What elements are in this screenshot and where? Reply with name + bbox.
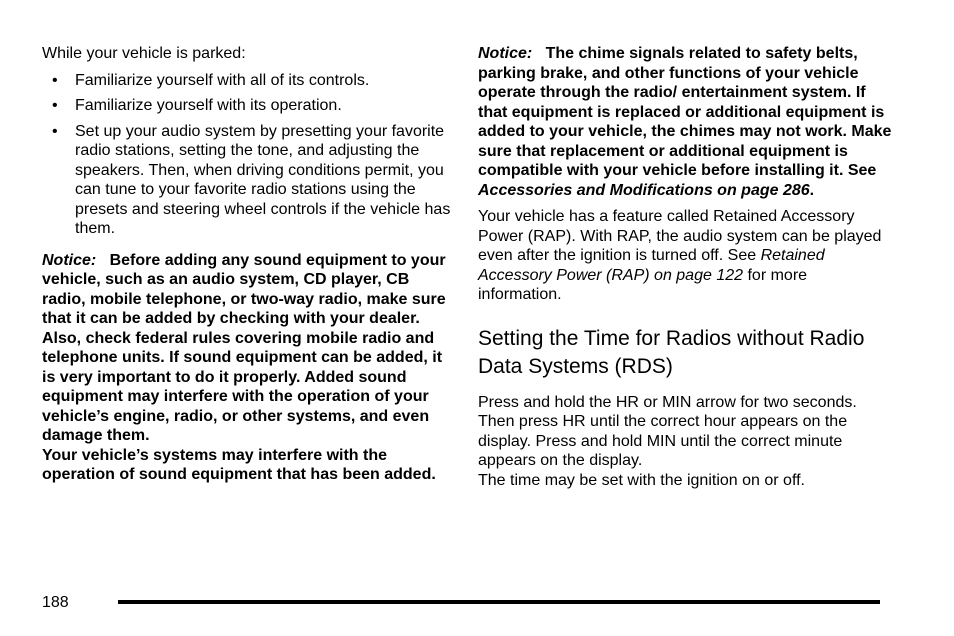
notice-label: Notice: [478, 45, 533, 62]
rap-reference[interactable]: Retained Accessory Power (RAP) on page 122 [478, 247, 825, 284]
bullet-text: Familiarize yourself with all of its controls. [75, 71, 370, 89]
footer-rule [118, 600, 880, 604]
accessories-reference[interactable]: Accessories and Modifications on page 286 [478, 181, 810, 199]
bullet-text: Familiarize yourself with its operation. [75, 97, 342, 114]
bullet-icon: • [52, 71, 58, 89]
chime-notice [478, 44, 893, 200]
notice-text: Before adding any sound equipment to your vehicle, such as an audio system, CD player, CB radio, mobile telephone, or two-way radio, make sure that it can be added by checking with your dealer. Also, check federal rules covering mobile radio and telephone units. If sound equipment can be added, it is very important to do it properly. Added sound equipment may interfere with the operation of your vehicle’s engine, radio, or other systems, and even damage them. [42, 251, 446, 444]
right-column [478, 44, 893, 490]
bullet-list [42, 71, 452, 239]
notice-label: Notice: [42, 251, 97, 269]
time-setting-note: The time may be set with the ignition on or off. [478, 471, 805, 489]
sound-equipment-notice [42, 251, 452, 446]
rap-text: Your vehicle has a feature called Retained Accessory Power (RAP). With RAP, the audio system can be played even after the ignition is turned off. See [478, 208, 882, 264]
list-item [42, 96, 452, 116]
intro-text: While your vehicle is parked: [42, 45, 246, 62]
notice-text: The chime signals related to safety belts, parking brake, and other functions of your vehicle operate through the radio/ entertainment system. If that equipment is replaced or additional equipment is added to your vehicle, the chimes may not work. Make sure that replacement or additional equipment is compatible with your vehicle before installing it. See [478, 45, 892, 179]
notice-end: . [809, 181, 815, 199]
list-item [42, 71, 452, 91]
rap-paragraph [478, 207, 893, 305]
rap-end: for more information. [478, 266, 808, 303]
bullet-icon: • [52, 122, 58, 140]
list-item [42, 122, 452, 239]
time-setting-text: Press and hold the HR or MIN arrow for two seconds. Then press HR until the correct hour appears on the display. Press and hold MIN until the correct minute appears on the display. [478, 393, 857, 469]
bullet-icon: • [52, 97, 58, 114]
page-number: 188 [42, 594, 69, 611]
section-heading: Setting the Time for Radios without Radio Data Systems (RDS) [478, 326, 865, 378]
sound-equipment-notice-continued: Your vehicle’s systems may interfere with the operation of sound equipment that has been added. [42, 446, 436, 483]
bullet-text: Set up your audio system by presetting your favorite radio stations, setting the tone, and adjusting the speakers. Then, when driving conditions permit, you can tune to your favorite radio stations using the presets and steering wheel controls if the vehicle has them. [75, 122, 451, 237]
left-column [42, 44, 452, 485]
